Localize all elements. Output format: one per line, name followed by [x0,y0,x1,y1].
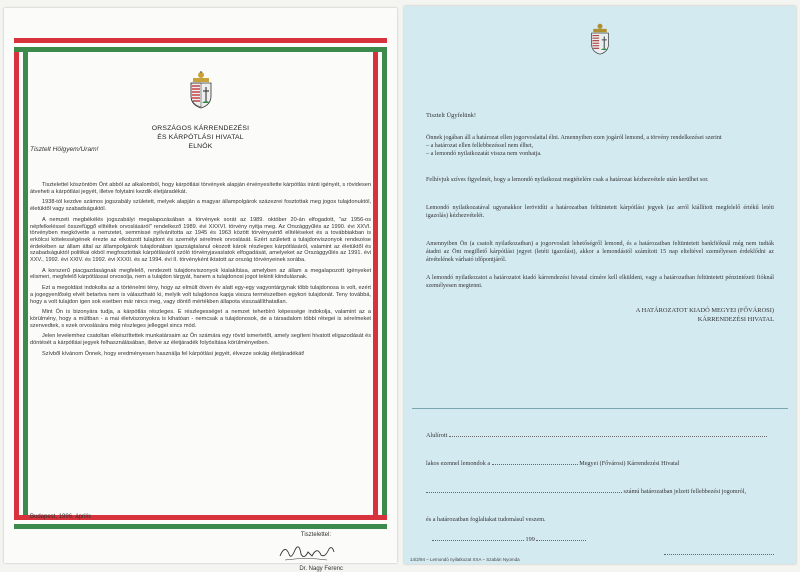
signed-label: Alulírott [426,432,448,439]
submission-paragraph: A lemondó nyilatkozatot a határozatot kiadó kárrendezési hivatal címére kell elküldeni, vagy a határozatban feltüntetett pénzintézeti fióknál személyesen megtenni. [426,275,774,290]
letter-paragraph: A korszerű piacgazdaságnak megfelelő, rendezett tulajdonviszonyok kialakítása, amelyben az állam a megalapozott igényeket elismeri, megfelelő kárpótlással orvosolja, nem a tulajdon tárgyát, hanem a tulajdonosi jogot tekinti kiindulásnak. [30,267,371,281]
handwritten-signature [277,540,337,564]
letter-paragraph: Szívből kívánom Önnek, hogy eredményesen használja fel kárpótlási jegyét, élvezze sokáig életjáradékát! [42,350,305,357]
county-field[interactable] [492,458,578,465]
letter-paragraph: Jelen levelemhez csatoltan elkészíttettek munkatársaim az Ön számára egy rövid ismertetőt, amely segíteni hivatott eligazodását és döntését a kárpótlási jegyek felhasználásában, illetve az életjáradék folyósítása körülményeiben. [30,333,371,347]
rights-item: – a határozat ellen fellebbezéssel nem élhet, [426,143,534,150]
cover-letter-page [4,8,397,572]
authority-line: KÁRRENDEZÉSI HIVATAL [697,316,774,323]
name-line [426,430,774,439]
letter-greeting: Tisztelt Hölgyem/Uram! [30,146,99,153]
letter-paragraph: Mint Ön is bizonyára tudja, a kárpótlás részleges. E részlegességet a nemzet teherbíró képessége indokolja, valamint az a körülmény, hogy a múltban - a mai életviszonyokra is kihatóan - nemcsak a tulajdonosok, de a társadalom többi rétegei is sérelmeket szenvedtek, s ezek orvoslására még részleges jelleggel sincs mód. [30,309,371,329]
letter-paragraph: 1938-tól kezdve számos jogszabály született, melyek alapján a magyar állampolgárok százezrei fosztottak meg jogos tulajdonuktól, életüktől vagy szabadságuktól. [30,199,371,213]
letter-paragraph: Ezt a megoldást indokolta az a történelmi tény, hogy az elmúlt ötven év alatt egy-egy vagyontárgynak több tulajdonosa is volt, ezért a jogegyenlőség elvét betartva nem is választható ki, melyik volt tulajdonos kapja vissza természetben egykori tulajdonát. Teny továbbá, hogy a volt tulajdon igen sok esetben már nincs meg, vagy döntő mértékben állapota visszaállíthatatlan. [30,285,371,305]
flag-border-top [14,38,387,52]
signature-field[interactable] [664,554,774,555]
flag-border-right [373,38,387,529]
letter-date: Budapest, 1996. április [30,514,92,520]
decision-number-field[interactable] [426,486,622,493]
hungarian-coat-of-arms-icon [188,70,214,110]
name-field[interactable] [449,430,767,437]
letter-paragraph: A nemzeti megbékélés jogszabályi megalapozásában a törvények sorát az 1989. október 20-án elfogadott, "az 1956-os népfelkeléssel összefüggő elítéltek orvoslásáról" rendelkező 1989. évi XXXVI. törvény nyitja meg. Az Országgyűlés az 1990. évi XXVI. törvényben megkövette a nemzetet, semmissé nyilvánította az 1945 és 1963 között törvénysértő elítéléseket és a továbbiakban is erkölcsi kötelességének érezte az elkobzott tulajdont és személyi sérelmek orvoslását. Ezért született a tulajdonviszonyok rendezése érdekében az állam által az állampolgárok tulajdonában igazságtalanul okozott károk részleges kárpótlásáról, valamint az életüktől és szabadságuktól politikai okból megfosztottak kárpótlásáról szóló törvényjavaslatok elfogadását, amelyeket az Országgyűlés az 1991. évi XXV., 1992. évi XXIV. és 1992. évi XXXII. és az 1994. évi II. törvényként iktatott az ország törvényeinek sorába. [30,216,371,264]
hungarian-coat-of-arms-icon [589,22,611,56]
address-line [426,458,774,467]
letter-body [30,54,371,572]
issuing-authority [636,306,774,324]
office-line: ELNÖK [188,143,213,150]
date-field[interactable] [536,534,586,541]
letter-closing: Tisztelettel: [300,532,331,538]
address-prefix: lakos ezennel lemondok a [426,460,491,467]
office-suffix: Megyei (Fővárosi) Kárrendezési Hivatal [579,460,680,467]
place-field[interactable] [432,534,524,541]
letter-text [30,182,371,361]
acknowledge-line: és a határozatban foglaltakat tudomásul veszem. [426,516,546,523]
flag-border-left [14,38,28,529]
timing-paragraph: Felhívjuk szíves figyelmét, hogy a lemondó nyilatkozat megtételére csak a határozat kézhezvétele után kerülhet sor. [426,177,709,183]
office-line: ORSZÁGOS KÁRRENDEZÉSI [151,125,250,132]
letter-paragraph: Tisztelettel köszöntöm Önt abból az alkalomból, hogy kárpótlási törvények alapján érvényesítette kárpótlás iránti igényét, s rövidesen átveheti a kárpótlási jegyét, illetve folytatni kezdik életjáradékát. [30,182,371,195]
pickup-paragraph: Amennyiben Ön (a csatolt nyilatkozatban) a jogorvoslati lehetőségről lemond, és a határozatban feltüntetett bankfióknál még nem tudták átadni az Önt megillető kárpótlási jegyet (letéti igazolást), akkor a lemondástól számított 15 nap elteltével személyesen érdeklődni az átvételének várható időpontjáról. [426,241,774,264]
form-greeting: Tisztelt Ügyfelünk! [426,112,476,119]
waiver-form-page [404,6,796,564]
authority-line: A HATÁROZATOT KIADÓ MEGYEI (FŐVÁROSI) [635,307,774,314]
rights-paragraph [426,134,774,159]
year-prefix: 199 [525,536,535,543]
decision-suffix: számú határozatban jelzett fellebbezési jogomról, [623,488,747,495]
form-divider [412,408,788,409]
rights-intro: Önnek jogában áll a határozat ellen jogorvoslattal élni. Amennyiben ezen jogáról lemond, a törvény rendelkezései szerint [426,135,722,141]
date-line [432,534,586,543]
office-line: ÉS KÁRPÓTLÁSI HIVATAL [157,134,244,141]
rights-item: – a lemondó nyilatkozatát vissza nem vonhatja. [426,151,542,158]
print-footnote: 14/2/94 – Lemondó nyilatkozat XXA – Szabán Nyomda [410,557,520,562]
signer-name: Dr. Nagy Ferenc [299,566,343,572]
effect-paragraph: Lemondó nyilatkozatával ugyanakkor lerövidíti a határozatban feltüntetett kárpótlási jegyek (az arról kiállított megfelelő értékű letéti igazolás) kézhezvételét. [426,205,774,220]
decision-line [426,486,774,495]
